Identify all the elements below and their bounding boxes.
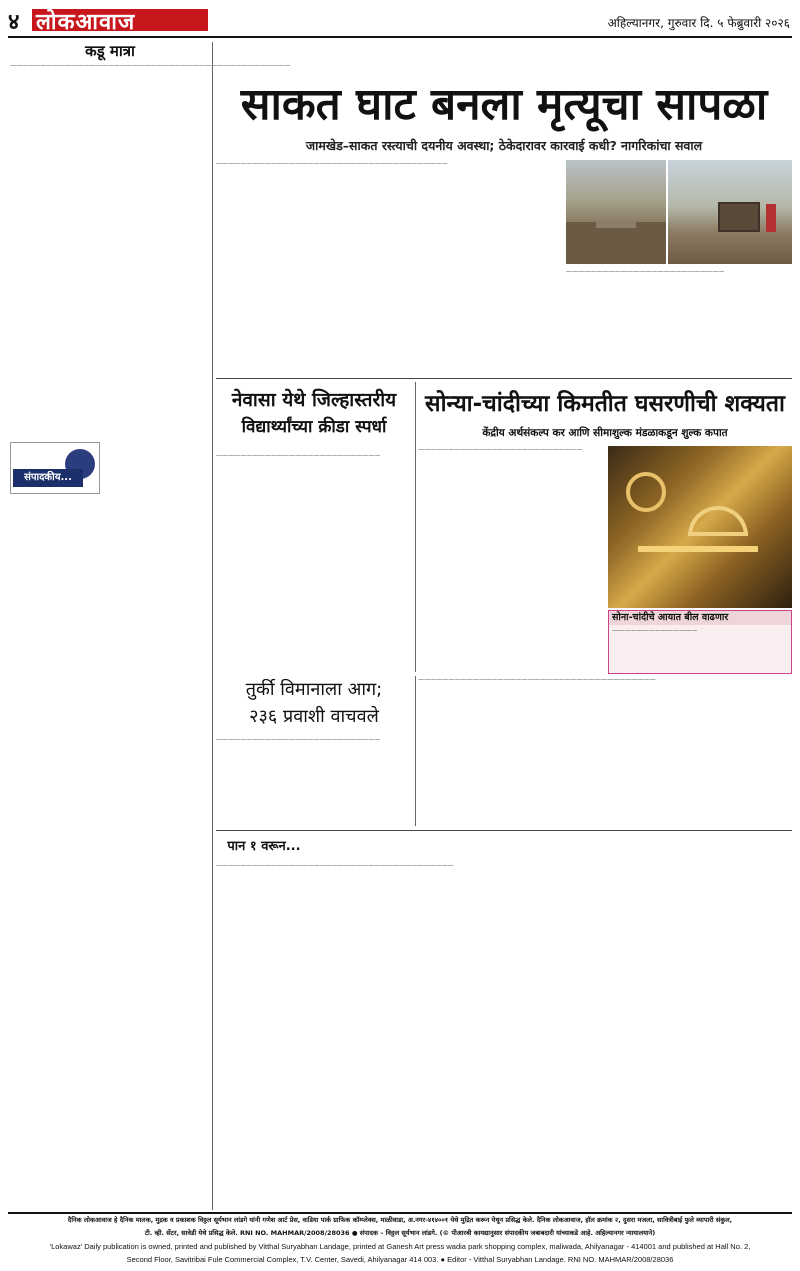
editorial-badge [10,442,100,494]
gold-story-body-bottom: ——————————————————————————————————————— [418,676,656,683]
column-divider [415,382,416,672]
column-divider [415,676,416,826]
section-rule [216,378,792,379]
lead-subheadline: जामखेड–साकत रस्त्याची दयनीय अवस्था; ठेकेदारावर कारवाई कधी? नागरिकांचा सवाल [305,138,703,153]
column-divider [212,42,213,1210]
gold-headline: सोन्या-चांदीच्या किमतीत घसरणीची शक्यता [425,391,785,417]
turkey-headline-line1: तुर्की विमानाला आग; [245,679,383,700]
section-rule [216,830,792,831]
lead-photo-truck [668,160,792,264]
footer-line1: दैनिक लोकआवाज हे दैनिक मालक, मुद्रक व प्रकाशक विठ्ठल सूर्यभान लांडगे यांनी गणेश आर्ट प्रेस, वाडिया पार्क ग्राफिक कॉम्प्लेक्स, माळीवाडा, अ.नगर-४१४००१ येथे मुद्रित करून येथून प्रसिद्ध केले. दैनिक लोकआवाज, हॉल क्रमांक २, दुसरा मजला, सावित्रीबाई फुले व्यापारी संकुल, [67,1216,733,1224]
turkey-story-body: ——————————————————————————— [216,736,381,743]
gold-photo-jewellery [608,446,792,608]
lead-story-body-right: —————————————————————————— [566,268,725,275]
editorial-body: —————————————————————————————————————————————— [10,62,291,69]
lead-headline: साकत घाट बनला मृत्यूचा सापळा [240,79,768,130]
masthead [0,0,800,40]
edition-date: अहिल्यानगर, गुरुवार दि. ५ फेब्रुवारी २०२६ [607,16,790,30]
continuation-title: पान १ वरून... [227,839,301,854]
turkey-headline-line2: २३६ प्रवाशी वाचवले [249,706,379,727]
editorial-title: कडू मात्रा [85,42,135,60]
nevasa-headline-line1: नेवासा येथे जिल्हास्तरीय [231,389,397,411]
footer-line4: Second Floor, Savitribai Fule Commercial Complex, T.V. Center, Savedi, Ahilyanagar 414 003. ● Editor - Vitthal Suryabhan Landage. RNI NO. MAHMAR/2008/28036 [126,1255,674,1264]
nevasa-headline-line2: विद्यार्थ्यांच्या क्रीडा स्पर्धा [241,417,387,437]
lead-story-body-left: —————————————————————————————————————— [216,160,448,167]
continuation-body: ——————————————————————————————————————— [216,862,454,869]
gold-subheadline: केंद्रीय अर्थसंकल्प कर आणि सीमाशुल्क मंडळाकडून शुल्क कपात [482,427,728,439]
masthead-rule [8,36,792,38]
editorial-badge-label: संपादकीय... [13,469,83,487]
gold-sidebar-body: —————————————— [612,627,698,634]
page-number: ४ [8,10,20,35]
masthead-logo: लोकआवाज [36,10,136,35]
footer [8,1214,792,1268]
nevasa-headline [216,386,412,446]
footer-line2: टी. व्ही. सेंटर, सावेडी येथे प्रसिद्ध केले. RNI NO. MAHMAR/2008/28036 ● संपादक – विठ्ठल सूर्यभान लांडगे. (© पीआरबी कायद्यानुसार संपादकीय जबाबदारी यांच्याकडे आहे. अहिल्यानगर न्यायालयाने) [144,1229,656,1237]
gold-sidebar [608,610,792,674]
footer-line3: 'Lokawaz' Daily publication is owned, printed and published by Vitthal Suryabhan Landage, printed at Ganesh Art press wadia park shopping complex, maliwada, Ahilyanagar - 414001 and published at Hall No. 2, [49,1242,751,1251]
gold-story-body-left: ——————————————————————————— [418,446,583,453]
gold-sidebar-title: सोना-चांदीचे आयात बील वाढणार [609,611,791,625]
turkey-headline [216,676,412,732]
nevasa-story-body: ——————————————————————————— [216,452,381,459]
lead-photo-road [566,160,666,264]
